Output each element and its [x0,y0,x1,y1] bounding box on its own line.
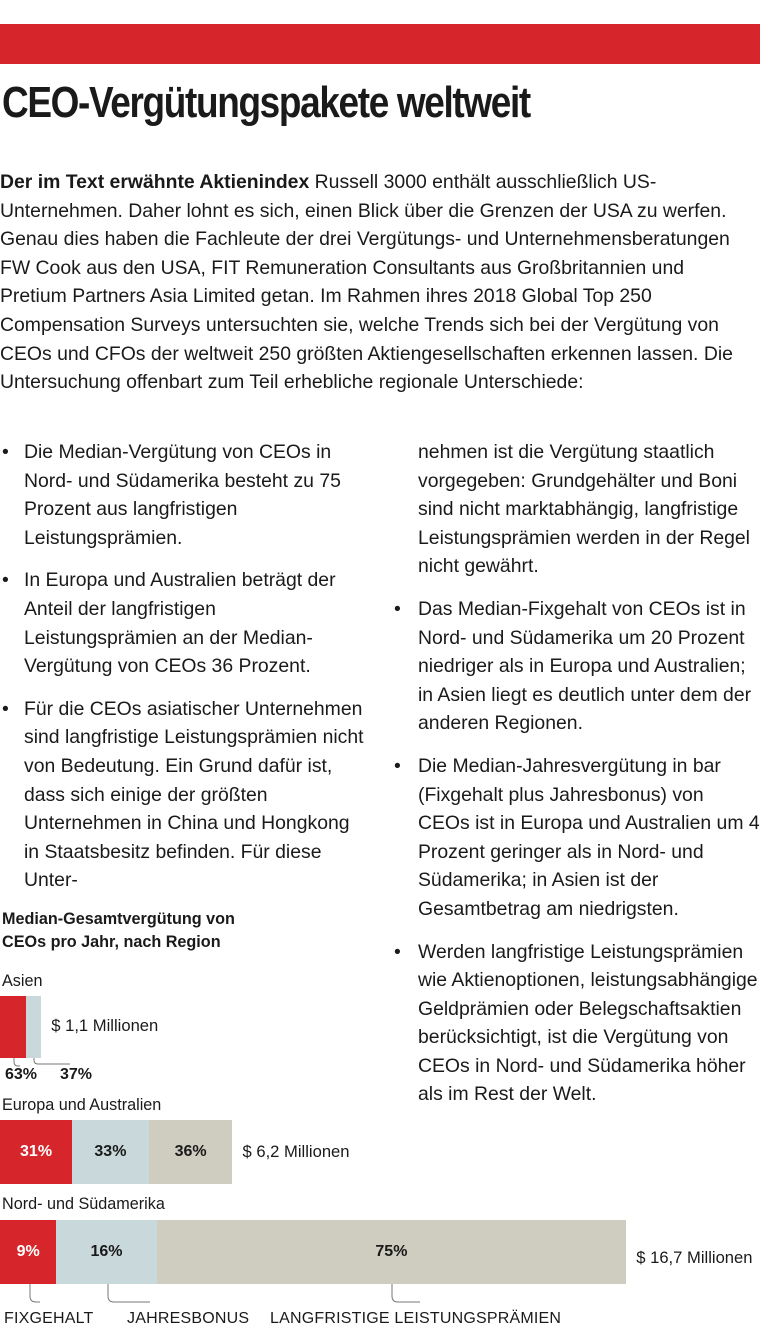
bullet-icon: • [394,597,401,620]
list-item [392,752,760,924]
bullet-text: Werden langfristige Leistungsprämien wie Aktienoptionen, leistungsabhängige Geldprämien oder Belegschaftsaktien berücksichtigt, ist die Vergütung von CEOs in Nord- und Südamerika höher als im Rest der Welt. [418,940,758,1106]
bar-segment-amerika-jahresbonus: 16% [56,1220,156,1284]
top-accent-bar [0,24,760,64]
intro-body: Russell 3000 enthält ausschließlich US-Unternehmen. Daher lohnt es sich, einen Blick über die Grenzen der USA zu werfen. Genau dies haben die Fachleute der drei Vergütungs- und Unternehmensberatungen FW Cook aus den USA, FIT Remuneration Consultants aus Großbritannien und Pretium Partners Asia Limited getan. Im Rahmen ihres 2018 Global Top 250 Compensation Surveys untersuchten sie, welche Trends sich bei der Vergütung von CEOs und CFOs der weltweit 250 größten Aktiengesellschaften erkennen lassen. Die Untersuchung offenbart zum Teil erhebliche regionale Unterschiede: [0,171,733,394]
bar-segment-asien-jahresbonus [26,996,41,1058]
total-label-amerika: $ 16,7 Millionen [636,1248,753,1267]
bullet-text: Das Median-Fixgehalt von CEOs ist in Nord- und Südamerika um 20 Prozent niedriger als in Europa und Australien; in Asien liegt es deutlich unter dem der anderen Regionen. [418,597,752,735]
total-label-asien: $ 1,1 Millionen [51,1016,159,1035]
bar-segment-amerika-langfristig: 75% [157,1220,627,1284]
legend-langfristig: LANGFRISTIGE LEISTUNGSPRÄMIEN [270,1310,562,1327]
bullet-continuation: nehmen ist die Vergütung staatlich vorgegeben: Grundgehälter und Boni sind nicht marktabhängig, langfristige Leistungsprämien werden in der Regel nicht gewährt. [418,441,750,578]
bar-segment-europa-langfristig: 36% [149,1120,233,1184]
bar-segment-europa-jahresbonus: 33% [72,1120,149,1184]
bullet-icon: • [2,441,9,463]
chart-title: Median-Gesamtvergütung von CEOs pro Jahr, nach Region [2,910,235,951]
leader-langfristig [392,1284,420,1302]
leader-jahresbonus [108,1284,150,1302]
bullet-text: Die Median-Vergütung von CEOs in Nord- und Südamerika besteht zu 75 Prozent aus langfristigen Leistungsprämien. [24,441,341,549]
bullet-icon: • [394,940,401,963]
bullet-icon: • [2,697,9,720]
list-item [0,438,370,552]
legend-fixgehalt: FIXGEHALT [4,1310,94,1327]
leader-asien-jahresbonus [34,1058,70,1064]
intro-lead: Der im Text erwähnte Aktienindex [0,171,310,193]
region-label-amerika: Nord- und Südamerika [2,1195,165,1213]
bullet-text: Die Median-Jahresvergütung in bar (Fixgehalt plus Jahresbonus) von CEOs ist in Europa und Australien um 4 Prozent geringer als in Nord- und Südamerika; in Asien ist der Gesamtbetrag am niedrigsten. [418,754,760,920]
list-item [392,595,760,738]
pct-label-asien-fixgehalt: 63% [5,1066,38,1083]
legend-jahresbonus: JAHRESBONUS [127,1310,250,1327]
bullet-text: Für die CEOs asiatischer Unternehmen sind langfristige Leistungsprämien nicht von Bedeutung. Ein Grund dafür ist, dass sich einige der größten Unternehmen in China und Hongkong in Staatsbesitz befinden. Für diese Unter- [24,697,364,892]
bullet-icon: • [2,569,9,592]
bullet-text: In Europa und Australien beträgt der Anteil der langfristigen Leistungsprämien an der Median-Vergütung von CEOs 36 Prozent. [24,569,336,678]
intro-paragraph [0,168,750,397]
leader-asien-fixgehalt [14,1058,20,1066]
right-bullet-list [392,438,760,1123]
total-label-europa: $ 6,2 Millionen [242,1142,350,1161]
bar-segment-amerika-fixgehalt: 9% [0,1220,56,1284]
left-bullet-list [0,438,370,909]
list-item [392,938,760,1110]
list-item [0,566,370,680]
pct-label-asien-jahresbonus: 37% [60,1066,93,1083]
list-item [0,695,370,895]
leader-fixgehalt [30,1284,40,1302]
region-label-europa: Europa und Australien [2,1096,162,1114]
region-label-asien: Asien [2,972,43,990]
bar-segment-europa-fixgehalt: 31% [0,1120,72,1184]
bar-segment-asien-fixgehalt [0,996,26,1058]
page-title: CEO-Vergütungspakete weltweit [2,78,530,127]
bullet-icon: • [394,754,401,777]
